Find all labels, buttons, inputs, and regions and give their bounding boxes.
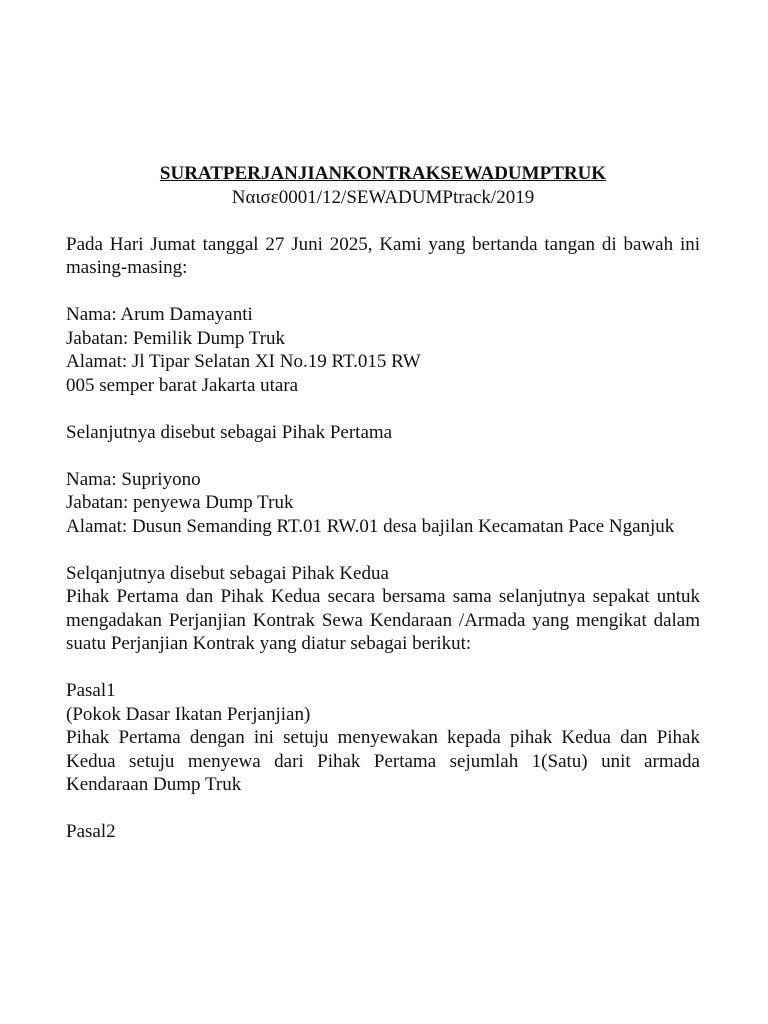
- pasal1-section: [66, 679, 700, 797]
- party1-address-line2: 005 semper barat Jakarta utara: [66, 374, 299, 396]
- spacer: [66, 797, 700, 821]
- spacer: [66, 444, 700, 468]
- document-title: SURATPERJANJIANKONTRAKSEWADUMPTRUK: [159, 163, 607, 184]
- pasal2-heading: Pasal2: [66, 821, 116, 842]
- spacer: [66, 397, 700, 421]
- party1-address-line1: Alamat: Jl Tipar Selatan XI No.19 RT.015 RW: [66, 351, 421, 372]
- document-number: Nαισε0001/12/SEWADUMPtrack/2019: [231, 186, 535, 208]
- party1-designation: Selanjutnya disebut sebagai Pihak Pertama: [66, 421, 393, 443]
- pasal1-heading: Pasal1: [66, 680, 116, 701]
- party2-block: [66, 468, 700, 539]
- party2-position: Jabatan: penyewa Dump Truk: [66, 492, 294, 513]
- party1-name: Nama: Arum Damayanti: [66, 304, 253, 325]
- party1-position: Jabatan: Pemilik Dump Truk: [66, 327, 286, 349]
- spacer: [66, 538, 700, 562]
- party2-name: Nama: Supriyono: [66, 468, 201, 490]
- spacer: [66, 656, 700, 680]
- pasal1-body: Pihak Pertama dengan ini setuju menyewakan kepada pihak Kedua dan Pihak Kedua setuju menyewa dari Pihak Pertama sejumlah 1(Satu) unit armada Kendaraan Dump Truk: [66, 727, 700, 795]
- agreement-intro: Pihak Pertama dan Pihak Kedua secara bersama sama selanjutnya sepakat untuk mengadakan Perjanjian Kontrak Sewa Kendaraan /Armada yang mengikat dalam suatu Perjanjian Kontrak yang diatur sebagai berikut:: [66, 586, 700, 654]
- pasal2-section: [66, 820, 700, 844]
- spacer: [66, 280, 700, 304]
- opening-paragraph: Pada Hari Jumat tanggal 27 Juni 2025, Kami yang bertanda tangan di bawah ini masing-masing:: [66, 233, 700, 278]
- spacer: [66, 209, 700, 233]
- party1-block: [66, 303, 700, 397]
- pasal1-subheading: (Pokok Dasar Ikatan Perjanjian): [66, 703, 311, 725]
- party2-designation: Selqanjutnya disebut sebagai Pihak Kedua: [66, 562, 389, 584]
- party2-address: Alamat: Dusun Semanding RT.01 RW.01 desa bajilan Kecamatan Pace Nganjuk: [66, 515, 675, 537]
- document-page: [66, 162, 700, 844]
